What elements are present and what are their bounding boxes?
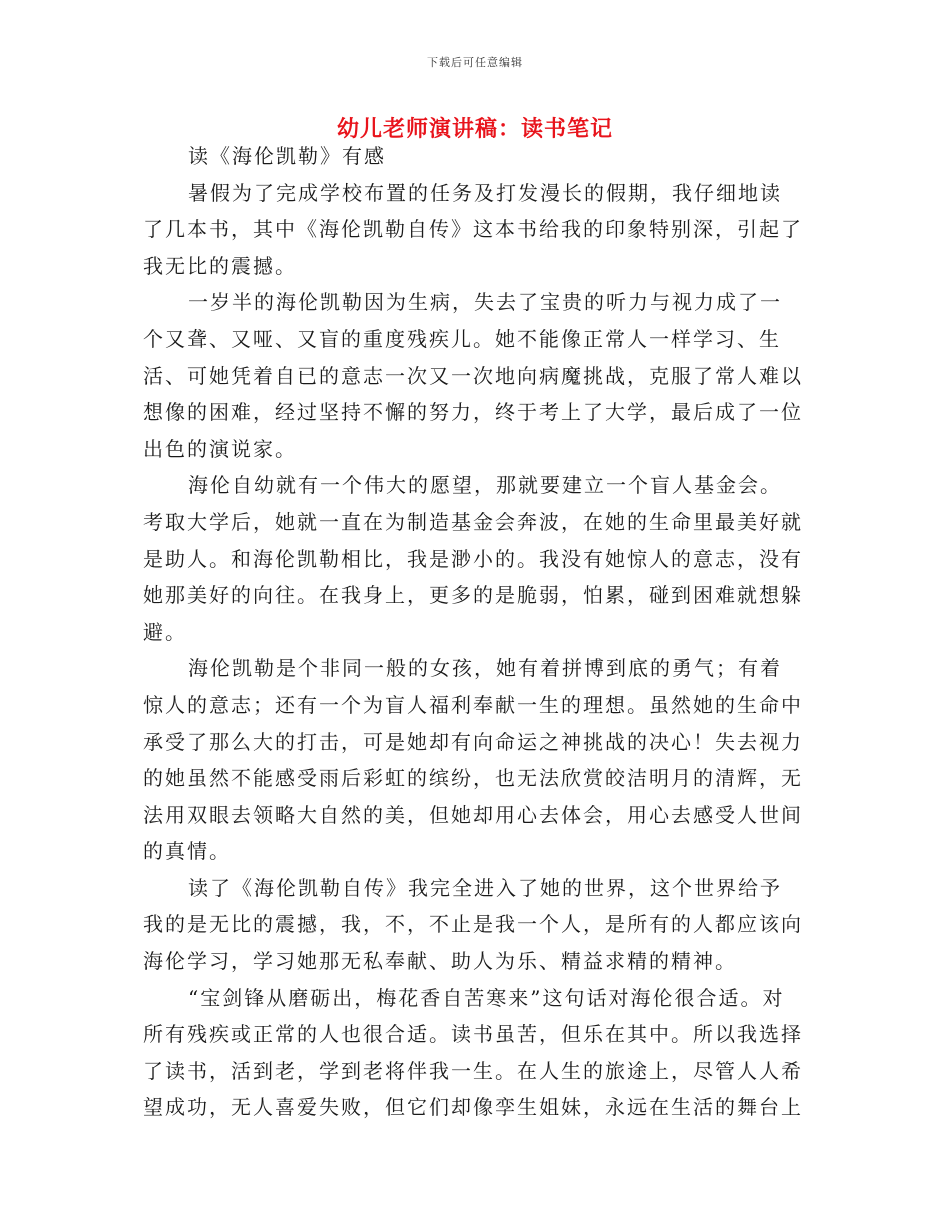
page-header-note: 下载后可任意编辑 [427,56,523,69]
document-title: 幼儿老师演讲稿：读书笔记 [336,116,613,142]
paragraph-4: 海伦凯勒是个非同一般的女孩，她有着拼博到底的勇气；有着惊人的意志；还有一个为盲人福利奉献一生的理想。虽然她的生命中承受了那么大的打击，可是她却有向命运之神挑战的决心！失去视力的她虽然不能感受雨后彩虹的缤纷，也无法欣赏皎洁明月的清辉，无法用双眼去领略大自然的美，但她却用心去体会，用心去感受人世间的真情。 [143,656,803,864]
paragraph-1: 暑假为了完成学校布置的任务及打发漫长的假期，我仔细地读了几本书，其中《海伦凯勒自传》这本书给我的印象特别深，引起了我无比的震撼。 [143,180,803,278]
paragraph-6: “宝剑锋从磨砺出，梅花香自苦寒来”这句话对海伦很合适。对所有残疾或正常的人也很合适。读书虽苦，但乐在其中。所以我选择了读书，活到老，学到老将伴我一生。在人生的旅途上，尽管人人希望成功，无人喜爱失败，但它们却像孪生姐妹，永远在生活的舞台上 [143,985,803,1120]
document-body [143,138,803,1126]
paragraph-5: 读了《海伦凯勒自传》我完全进入了她的世界，这个世界给予我的是无比的震撼，我，不，不止是我一个人，是所有的人都应该向海伦学习，学习她那无私奉献、助人为乐、精益求精的精神。 [143,875,803,974]
paragraph-2: 一岁半的海伦凯勒因为生病，失去了宝贵的听力与视力成了一个又聋、又哑、又盲的重度残疾儿。她不能像正常人一样学习、生活、可她凭着自已的意志一次又一次地向病魔挑战，克服了常人难以想像的困难，经过坚持不懈的努力，终于考上了大学，最后成了一位出色的演说家。 [143,290,803,461]
paragraph-3: 海伦自幼就有一个伟大的愿望，那就要建立一个盲人基金会。考取大学后，她就一直在为制造基金会奔波，在她的生命里最美好就是助人。和海伦凯勒相比，我是渺小的。我没有她惊人的意志，没有她那美好的向往。在我身上，更多的是脆弱，怕累，碰到困难就想躲避。 [143,473,803,644]
document-subtitle: 读《海伦凯勒》有感 [188,144,386,168]
